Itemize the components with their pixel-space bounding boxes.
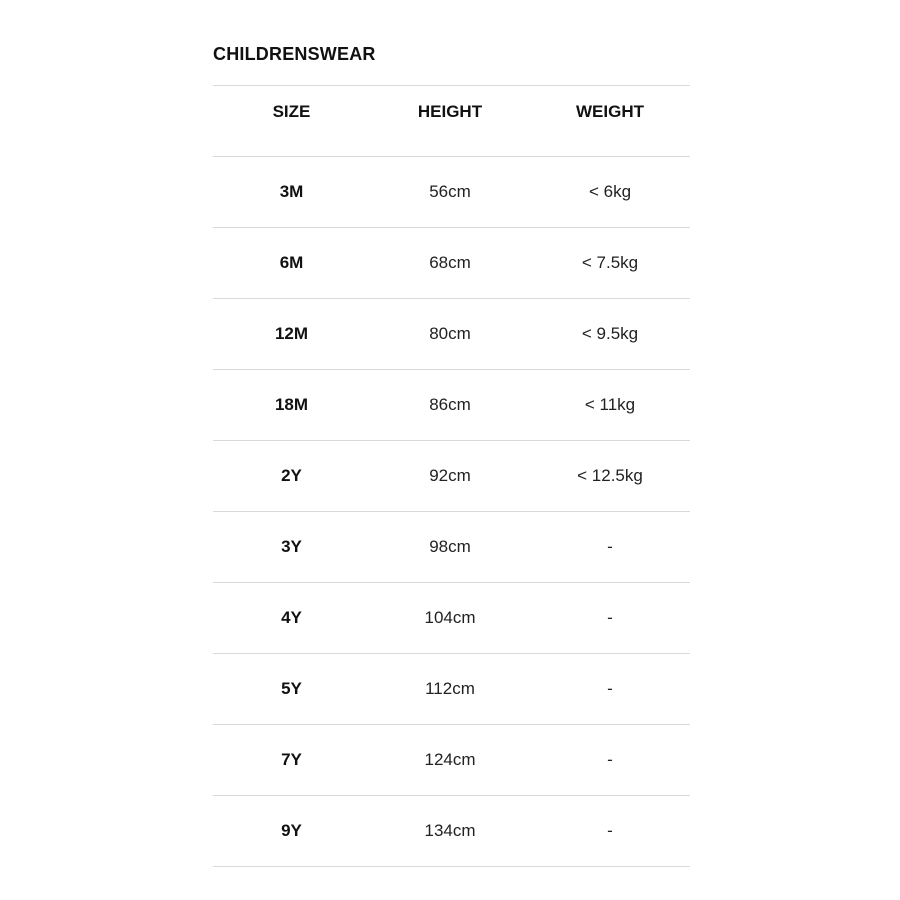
weight-cell: - <box>607 750 613 769</box>
height-cell: 86cm <box>429 395 471 414</box>
table-row <box>213 583 690 654</box>
height-cell: 104cm <box>424 608 476 627</box>
table-row <box>213 796 690 867</box>
table-row <box>213 725 690 796</box>
size-chart <box>213 40 690 840</box>
size-cell: 12M <box>274 324 309 343</box>
height-cell: 98cm <box>429 537 471 556</box>
table-row <box>213 157 690 228</box>
size-cell: 3M <box>279 182 304 201</box>
height-cell: 124cm <box>424 750 476 769</box>
size-cell: 3Y <box>281 537 302 556</box>
table-row <box>213 441 690 512</box>
table-row <box>213 512 690 583</box>
table-row <box>213 370 690 441</box>
weight-cell: < 12.5kg <box>577 466 643 485</box>
column-header-weight: WEIGHT <box>576 102 644 121</box>
table-row <box>213 228 690 299</box>
table-row <box>213 654 690 725</box>
size-cell: 4Y <box>281 608 302 627</box>
column-header-size: SIZE <box>272 102 311 121</box>
height-cell: 112cm <box>425 679 475 698</box>
weight-cell: - <box>607 537 613 556</box>
weight-cell: < 6kg <box>588 182 632 201</box>
chart-title: CHILDRENSWEAR <box>213 44 376 64</box>
table-header-row <box>213 86 690 157</box>
height-cell: 56cm <box>429 182 471 201</box>
size-cell: 18M <box>274 395 309 414</box>
weight-cell: < 9.5kg <box>581 324 639 343</box>
height-cell: 92cm <box>429 466 471 485</box>
height-cell: 68cm <box>429 253 471 272</box>
weight-cell: - <box>607 821 613 840</box>
weight-cell: - <box>607 608 613 627</box>
size-cell: 9Y <box>281 821 302 840</box>
height-cell: 134cm <box>424 821 476 840</box>
size-cell: 5Y <box>281 679 302 698</box>
size-cell: 6M <box>279 253 304 272</box>
size-cell: 2Y <box>281 466 302 485</box>
size-cell: 7Y <box>281 750 302 769</box>
weight-cell: - <box>607 679 613 698</box>
size-table <box>213 85 690 867</box>
table-row <box>213 299 690 370</box>
weight-cell: < 11kg <box>584 395 636 414</box>
column-header-height: HEIGHT <box>417 102 483 121</box>
height-cell: 80cm <box>429 324 471 343</box>
weight-cell: < 7.5kg <box>581 253 639 272</box>
